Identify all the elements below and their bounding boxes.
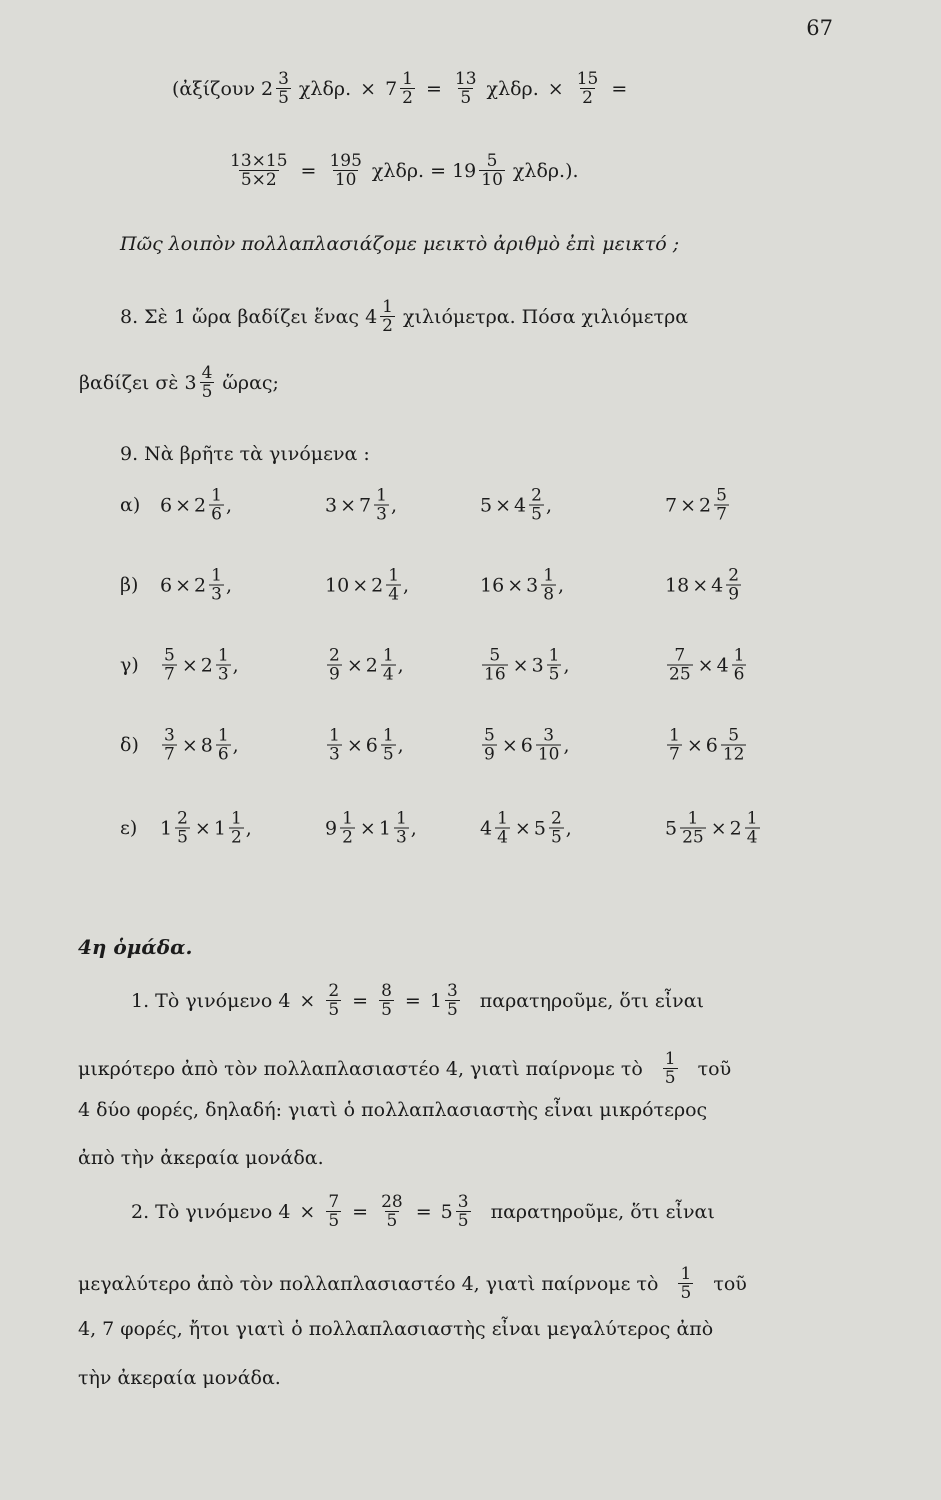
product-expression: 1 3 × 6 1 5 , <box>325 727 404 764</box>
fraction: 3 5 <box>278 69 289 108</box>
statement-1-line-2: μικρότερο ἀπὸ τὸν πολλαπλασιαστέο 4, γιατὶ παίρνομε τὸ 1 5 τοῦ <box>78 1049 732 1088</box>
fraction: 1 3 <box>211 565 222 605</box>
mixed-number: 19 5 10 <box>452 151 503 190</box>
product-expression: 5 16 × 3 1 5 , <box>480 647 570 684</box>
statement-1-line-4: ἀπὸ τὴν ἀκεραία μονάδα. <box>78 1147 324 1169</box>
mixed-number: 1 3 5 <box>429 981 458 1020</box>
mixed-number: 2 1 4 <box>729 808 758 848</box>
unit-text: χλδρ. = <box>371 159 447 182</box>
fraction: $\frac{7}{5}$ <box>328 1192 340 1231</box>
times-sign: × <box>680 494 697 516</box>
fraction: 2 5 <box>531 485 542 525</box>
times-sign: × <box>175 574 192 596</box>
fraction: 4 5 <box>201 363 213 402</box>
mixed-number: 7 1 3 <box>359 485 387 525</box>
product-expression: 1 2 5 × 1 1 2 , <box>160 808 252 848</box>
times-sign: × <box>181 654 198 676</box>
fraction: 1 5 <box>680 1264 692 1303</box>
equals-sign: = <box>404 989 421 1012</box>
fraction: 5 9 <box>484 725 495 765</box>
group-heading: 4η ὁμάδα. <box>78 935 193 959</box>
fraction: $\frac{15}{2}$ <box>576 69 599 108</box>
equals-sign: = <box>352 989 369 1012</box>
fraction: 1 5 <box>548 645 560 685</box>
statement-1-line-3: 4 δύο φορές, δηλαδή: γιατὶ ὁ πολλαπλασιαστὴς εἶναι μικρότερος <box>78 1099 708 1121</box>
mixed-number: 2 3 5 <box>261 69 289 108</box>
fraction: 3 10 <box>537 725 560 765</box>
intro-line-1 <box>172 70 630 107</box>
fraction: 3 5 <box>457 1192 469 1231</box>
times-sign: × <box>507 574 524 596</box>
statement-1-line-1: 1. Τὸ γινόμενο 4 × $\frac{2}{5}$ = $\frac{8}{5}$ = 1 3 5 παρατηροῦμε, ὅτι εἶναι <box>131 981 704 1020</box>
fraction: 5 10 <box>481 151 503 190</box>
row-label: δ) <box>120 734 139 756</box>
page-number: 67 <box>806 16 833 40</box>
row-label: β) <box>120 574 139 596</box>
fraction: $\frac{8}{5}$ <box>381 981 392 1020</box>
fraction: 3 5 <box>446 981 458 1020</box>
mixed-number <box>665 647 695 684</box>
unit-text: χλδρ. <box>486 77 539 100</box>
fraction: 5 7 <box>164 645 175 685</box>
mixed-number: 2 5 7 <box>699 485 727 525</box>
mixed-number <box>160 727 179 764</box>
mixed-number: 5 3 5 <box>440 1192 469 1231</box>
mixed-number: 4 1 6 <box>716 645 745 685</box>
row-label: γ) <box>120 654 139 676</box>
statement-2-line-2: μεγαλύτερο ἀπὸ τὸν πολλαπλασιαστέο 4, γιατὶ παίρνομε τὸ 1 5 τοῦ <box>78 1264 747 1303</box>
fraction: 7 25 <box>669 645 691 685</box>
fraction: 2 9 <box>728 565 740 605</box>
mixed-number: 3 1 8 <box>526 565 555 605</box>
statement-2-line-3: 4, 7 φορές, ἤτοι γιατὶ ὁ πολλαπλασιαστὴς εἶναι μεγαλύτερος ἀπὸ <box>78 1318 714 1340</box>
product-expression: 3 7 × 8 1 6 , <box>160 727 239 764</box>
mixed-number: 1 2 5 <box>160 808 188 848</box>
unit-text: χλδρ. <box>298 77 352 100</box>
equals-sign: = <box>352 1200 369 1223</box>
fraction: 2 5 <box>550 808 562 848</box>
fraction: 2 9 <box>329 645 340 685</box>
mixed-number: 9 1 2 <box>325 808 353 848</box>
product-expression: 5 × 4 2 5 , <box>480 485 552 525</box>
problem-8-line-1: 8. Σὲ 1 ὥρα βαδίζει ἕνας 4 1 2 χιλιόμετρα. Πόσα χιλιόμετρα <box>120 297 689 336</box>
fraction: 1 4 <box>382 645 394 685</box>
fraction: 2 5 <box>177 808 188 848</box>
row-label: ε) <box>120 817 138 839</box>
intro-line-2 <box>226 152 579 189</box>
mixed-number: 7 1 2 <box>385 69 413 108</box>
question-line: Πῶς λοιπὸν πολλαπλασιάζομε μεικτὸ ἀριθμὸ ἐπὶ μεικτό ; <box>120 233 680 255</box>
times-sign: × <box>547 77 564 100</box>
product-expression: 9 1 2 × 1 1 3 , <box>325 808 417 848</box>
fraction: 1 2 <box>230 808 242 848</box>
product-expression: 3 × 7 1 3 , <box>325 485 397 525</box>
times-sign: × <box>346 654 363 676</box>
mixed-number: 4 1 2 <box>365 297 393 336</box>
problem-9-intro: 9. Νὰ βρῆτε τὰ γινόμενα : <box>120 443 370 465</box>
times-sign: × <box>175 494 192 516</box>
unit-text: χλδρ.). <box>512 159 579 182</box>
fraction: 1 7 <box>669 725 680 765</box>
mixed-number: 5 2 5 <box>533 808 562 848</box>
mixed-number <box>480 727 499 764</box>
times-sign: × <box>697 654 714 676</box>
mixed-number: 4 2 9 <box>711 565 740 605</box>
times-sign: × <box>686 734 703 756</box>
product-expression: 7 × 2 5 7 <box>665 487 731 524</box>
product-expression: 16 × 3 1 8 , <box>480 565 565 605</box>
product-expression: 5 9 × 6 3 10 , <box>480 727 570 764</box>
mixed-number: 2 1 3 <box>200 645 229 685</box>
fraction: 1 3 <box>217 645 229 685</box>
mixed-number: 6 1 5 <box>365 725 394 765</box>
mixed-number <box>160 647 179 684</box>
times-sign: × <box>299 989 316 1012</box>
fraction: 1 6 <box>217 725 229 765</box>
times-sign: × <box>710 817 727 839</box>
product-expression: 5 7 × 2 1 3 , <box>160 647 239 684</box>
times-sign: × <box>514 817 531 839</box>
product-expression: 18 × 4 2 9 <box>665 567 743 604</box>
mixed-number: 8 1 6 <box>200 725 229 765</box>
mixed-number: 1 1 2 <box>213 808 242 848</box>
equals-sign: = <box>300 159 317 182</box>
mixed-number: 5 1 25 <box>665 808 704 848</box>
times-sign: × <box>194 817 211 839</box>
mixed-number <box>480 647 510 684</box>
fraction: 1 3 <box>329 725 340 765</box>
fraction: $\frac{13}{5}$ <box>454 69 477 108</box>
mixed-number: 2 1 4 <box>371 565 400 605</box>
equals-sign: = <box>611 77 628 100</box>
times-sign: × <box>512 654 529 676</box>
fraction: 3 7 <box>164 725 175 765</box>
fraction: 5 7 <box>716 485 727 525</box>
mixed-number <box>325 727 344 764</box>
intro-open-text: (ἀξίζουν <box>172 77 255 100</box>
fraction: 1 2 <box>402 69 413 108</box>
fraction: 1 2 <box>342 808 353 848</box>
fraction: 1 5 <box>382 725 394 765</box>
fraction: 5 12 <box>722 725 745 765</box>
mixed-number <box>665 727 684 764</box>
mixed-number <box>325 647 344 684</box>
product-expression: 6 × 2 1 3 , <box>160 565 232 605</box>
times-sign: × <box>501 734 518 756</box>
fraction: 1 4 <box>497 808 508 848</box>
fraction: 1 2 <box>382 297 393 336</box>
times-sign: × <box>346 734 363 756</box>
statement-2-line-1: 2. Τὸ γινόμενο 4 × $\frac{7}{5}$ = $\frac{28}{5}$ = 5 3 5 παρατηροῦμε, ὅτι εἶναι <box>131 1192 715 1231</box>
times-sign: × <box>359 817 376 839</box>
times-sign: × <box>340 494 357 516</box>
times-sign: × <box>692 574 709 596</box>
fraction: 1 5 <box>664 1049 676 1088</box>
fraction: 1 6 <box>211 485 222 525</box>
mixed-number: 1 1 3 <box>378 808 407 848</box>
fraction: $\frac{13\times 15}{5\times 2}$ <box>230 151 288 190</box>
fraction: 1 4 <box>388 565 400 605</box>
statement-2-line-4: τὴν ἀκεραία μονάδα. <box>78 1367 281 1389</box>
product-expression: 10 × 2 1 4 , <box>325 565 410 605</box>
times-sign: × <box>299 1200 316 1223</box>
problem-8-line-2: βαδίζει σὲ 3 4 5 ὥρας; <box>79 363 279 402</box>
times-sign: × <box>495 494 512 516</box>
product-expression: 2 9 × 2 1 4 , <box>325 647 404 684</box>
product-expression <box>665 810 762 847</box>
fraction: $\frac{2}{5}$ <box>328 981 340 1020</box>
fraction: 1 25 <box>682 808 704 848</box>
mixed-number: 3 4 5 <box>184 363 213 402</box>
fraction: $\frac{28}{5}$ <box>381 1192 403 1231</box>
product-expression: 4 1 4 × 5 2 5 , <box>480 808 572 848</box>
fraction: 1 6 <box>733 645 745 685</box>
mixed-number: 4 2 5 <box>514 485 542 525</box>
mixed-number: 2 1 4 <box>365 645 394 685</box>
fraction: 1 3 <box>376 485 387 525</box>
fraction: $\frac{195}{10}$ <box>329 151 362 190</box>
mixed-number: 2 1 6 <box>194 485 222 525</box>
mixed-number: 6 5 12 <box>705 725 745 765</box>
fraction: 1 3 <box>395 808 407 848</box>
mixed-number: 3 1 5 <box>531 645 560 685</box>
mixed-number: 6 3 10 <box>520 725 560 765</box>
times-sign: × <box>181 734 198 756</box>
times-sign: × <box>360 77 377 100</box>
equals-sign: = <box>415 1200 432 1223</box>
product-expression: 6 × 2 1 6 , <box>160 485 232 525</box>
product-expression <box>665 727 748 764</box>
row-label: α) <box>120 494 141 516</box>
mixed-number: 4 1 4 <box>480 808 508 848</box>
fraction: 1 8 <box>543 565 555 605</box>
fraction: 5 16 <box>484 645 506 685</box>
fraction: 1 4 <box>746 808 758 848</box>
mixed-number: 2 1 3 <box>194 565 222 605</box>
product-expression <box>665 647 748 684</box>
times-sign: × <box>352 574 369 596</box>
equals-sign: = <box>425 77 442 100</box>
